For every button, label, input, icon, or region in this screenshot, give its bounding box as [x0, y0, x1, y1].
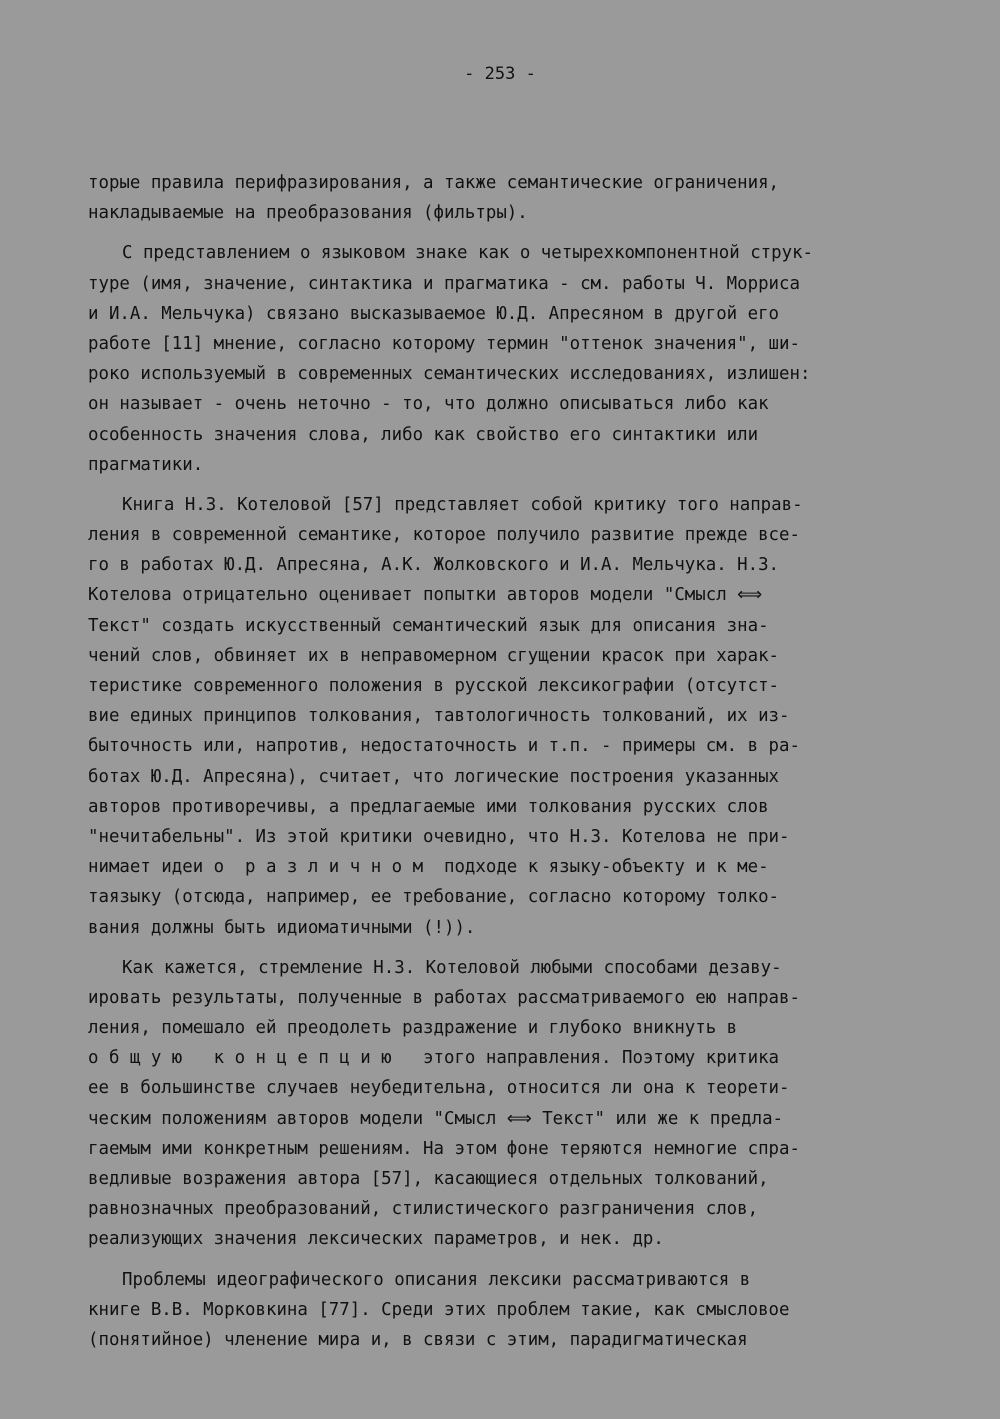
text-line: особенность значения слова, либо как свойство его синтактики или [88, 424, 759, 445]
text-line: вания должны быть идиоматичными (!)). [88, 917, 476, 938]
text-line: вие единых принципов толкования, тавтологичность толкований, их из- [88, 706, 790, 727]
body-text [88, 168, 918, 1355]
paragraph-gap [88, 228, 918, 238]
text-line: он называет - очень неточно - то, что должно описываться либо как [88, 394, 769, 415]
text-line: (понятийное) членение мира и, в связи с этим, парадигматическая [88, 1329, 748, 1350]
text-line: реализующих значения лексических параметров, и нек. др. [88, 1229, 664, 1250]
text-line: о б щ у ю к о н ц е п ц и ю этого направления. Поэтому критика [88, 1048, 780, 1069]
text-line: работе [11] мнение, согласно которому термин "оттенок значения", ши- [88, 333, 800, 354]
text-line: "нечитабельны". Из этой критики очевидно, что Н.З. Котелова не при- [88, 826, 790, 847]
text-line: и И.А. Мельчука) связано высказываемое Ю.Д. Апресяном в другой его [88, 303, 780, 324]
text-line: ировать результаты, полученные в работах рассматриваемого ею направ- [88, 987, 800, 1008]
text-line: ботах Ю.Д. Апресяна), считает, что логические построения указанных [88, 766, 780, 787]
text-line: ведливые возражения автора [57], касающиеся отдельных толкований, [88, 1169, 769, 1189]
text-line: чений слов, обвиняет их в неправомерном сгущении красок при харак- [88, 645, 780, 666]
text-line: туре (имя, значение, синтактика и прагматика - см. работы Ч. Морриса [88, 273, 800, 294]
text-line: гаемым ими конкретным решениям. На этом фоне теряются немногие спра- [88, 1138, 800, 1159]
text-line: роко используемый в современных семантических исследованиях, излишен: [88, 364, 811, 385]
text-line: Книга Н.З. Котеловой [57] представляет собой критику того направ- [122, 494, 803, 515]
text-line: ления, помешало ей преодолеть раздражение и глубоко вникнуть в [88, 1018, 738, 1039]
paragraph [88, 168, 918, 228]
paragraph [88, 238, 918, 480]
text-line: нимает идеи о р а з л и ч н о м подходе к языку-объекту и к ме- [88, 857, 769, 878]
text-line: Текст" создать искусственный семантический язык для описания зна- [88, 615, 769, 636]
text-line: Как кажется, стремление Н.З. Котеловой любыми способами дезаву- [122, 957, 782, 978]
paragraph [88, 490, 918, 943]
text-line: прагматики. [88, 454, 204, 475]
text-line: Проблемы идеографического описания лексики рассматриваются в [122, 1269, 751, 1290]
page-number: - 253 - [464, 64, 536, 84]
text-line: таязыку (отсюда, например, ее требование, согласно которому толко- [88, 887, 780, 908]
paragraph [88, 953, 918, 1255]
text-line: С представлением о языковом знаке как о четырехкомпонентной струк- [122, 243, 814, 264]
paragraph-gap [88, 1255, 918, 1265]
text-line: равнозначных преобразований, стилистического разграничения слов, [88, 1199, 759, 1220]
text-line: ления в современной семантике, которое получило развитие прежде все- [88, 525, 800, 546]
text-line: ческим положениям авторов модели "Смысл ⟺ Текст" или же к предла- [88, 1108, 784, 1129]
text-line: ее в большинстве случаев неубедительна, относится ли она к теорети- [88, 1078, 790, 1099]
text-line: го в работах Ю.Д. Апресяна, А.К. Жолковского и И.А. Мельчука. Н.З. [88, 555, 780, 576]
text-line: быточность или, напротив, недостаточность и т.п. - примеры см. в ра- [88, 736, 800, 757]
text-line: Котелова отрицательно оценивает попытки авторов модели "Смысл ⟺ [88, 585, 763, 606]
text-line: торые правила перифразирования, а также семантические ограничения, [88, 173, 780, 193]
text-line: теристике современного положения в русской лексикографии (отсутст- [88, 676, 780, 696]
paragraph [88, 1265, 918, 1356]
text-line: накладываемые на преобразования (фильтры). [88, 203, 528, 224]
text-line: книге В.В. Морковкина [77]. Среди этих проблем такие, как смысловое [88, 1299, 790, 1320]
paragraph-gap [88, 943, 918, 953]
paragraph-gap [88, 480, 918, 490]
text-line: авторов противоречивы, а предлагаемые ими толкования русских слов [88, 796, 769, 817]
